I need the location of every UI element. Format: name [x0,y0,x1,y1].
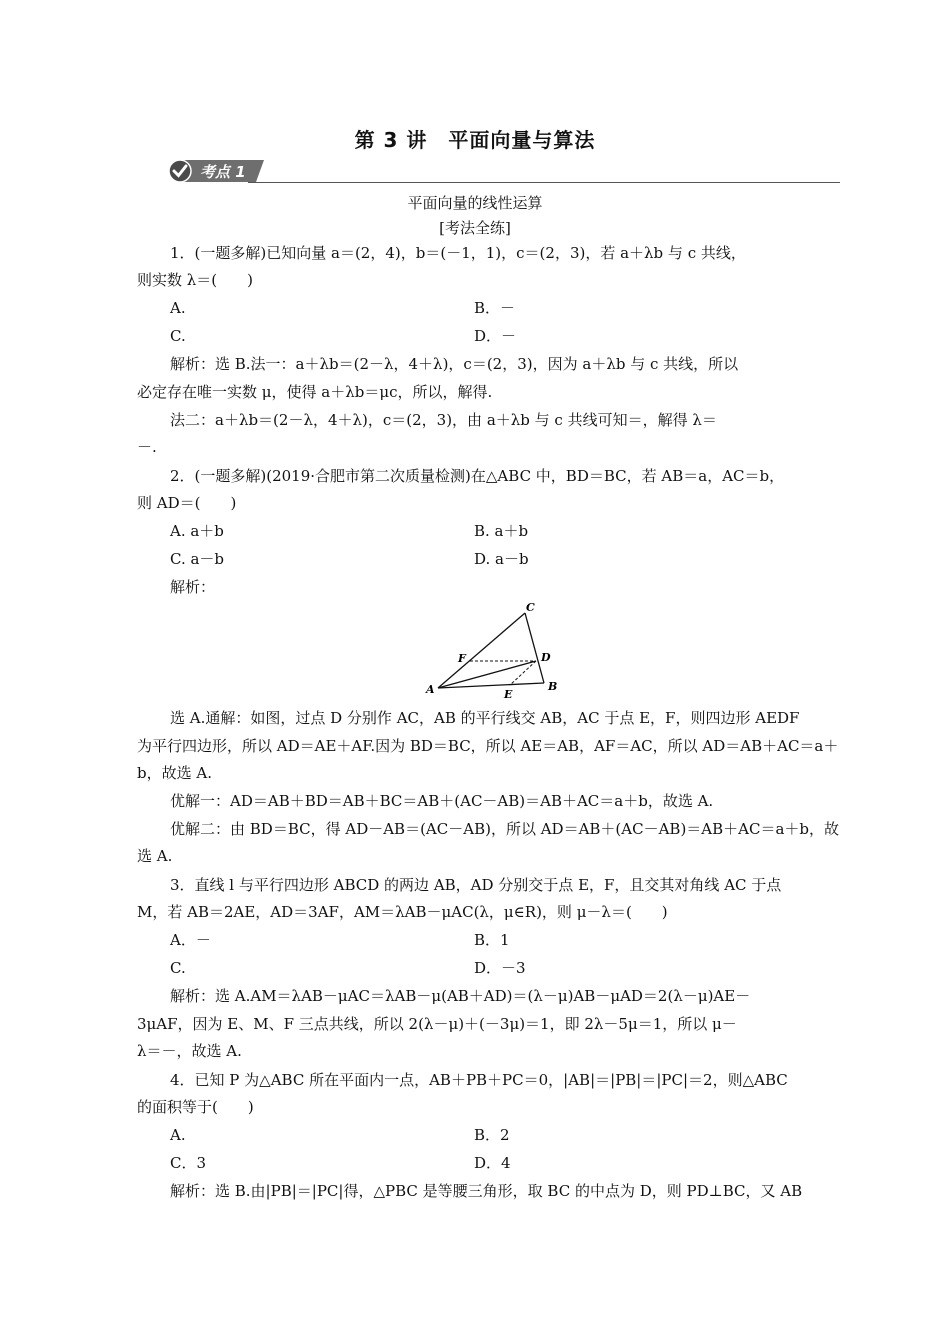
q2-solution-line2: 为平行四边形，所以 AD＝AE＋AF.因为 BD＝BC，所以 AE＝AB，AF＝AC，所以 AD＝AB＋AC＝a＋ [137,737,839,755]
q3-option-c: C. [170,959,186,977]
q4-stem-line2: 的面积等于( ) [137,1098,254,1116]
q2-stem-line1: 2．(一题多解)(2019·合肥市第二次质量检测)在△ABC 中，BD＝BC，若 AB＝a，AC＝b， [170,467,785,485]
q1-stem-line1: 1．(一题多解)已知向量 a＝(2，4)，b＝(－1，1)，c＝(2，3)，若 a＋λb 与 c 共线， [170,244,746,262]
q1-solution-line3: 法二：a＋λb＝(2－λ，4＋λ)，c＝(2，3)，由 a＋λb 与 c 共线可知＝，解得 λ＝ [170,411,717,429]
label-D: D [541,651,551,664]
triangle-figure [420,598,570,703]
q1-stem-line2: 则实数 λ＝( ) [137,271,253,289]
page-title: 第 3 讲 平面向量与算法 [354,128,596,152]
q3-solution-line1: 解析：选 A.AM＝λAB－μAC＝λAB－μ(AB＋AD)＝(λ－μ)AB－μAD＝2(λ－μ)AE－ [170,987,751,1005]
q1-solution-line4: －. [137,438,157,456]
q3-stem-line2: M，若 AB＝2AE，AD＝3AF，AM＝λAB－μAC(λ，μ∈R)，则 μ－λ＝( ) [137,903,668,921]
q3-solution-line3: λ＝－，故选 A. [137,1042,242,1060]
q4-stem-line1: 4．已知 P 为△ABC 所在平面内一点，AB＋PB＋PC＝0，|AB|＝|PB|＝|PC|＝2，则△ABC [170,1071,788,1089]
q1-solution-line1: 解析：选 B.法一：a＋λb＝(2－λ，4＋λ)，c＝(2，3)，因为 a＋λb 与 c 共线，所以 [170,355,739,373]
q3-option-d: D．－3 [474,959,526,977]
q2-option-d: D. a－b [474,550,529,568]
section-title: 平面向量的线性运算 [407,194,543,212]
q2-option-b: B. a＋b [474,522,529,540]
q1-option-a: A. [170,299,186,317]
label-F: F [458,652,466,665]
label-A: A [426,683,435,696]
q1-solution-line2: 必定存在唯一实数 μ，使得 a＋λb＝μc，所以，解得. [137,383,493,401]
section-header [168,159,840,185]
q2-option-a: A. a＋b [170,522,224,540]
q2-solution-line3: b，故选 A. [137,764,212,782]
label-B: B [548,680,558,693]
q2-solution-line5: 优解二：由 BD＝BC，得 AD－AB＝(AC－AB)，所以 AD＝AB＋(AC－AB)＝AB＋AC＝a＋b，故 [170,820,840,838]
section-rule [248,182,840,183]
label-E: E [504,688,513,701]
q4-option-b: B．2 [474,1126,510,1144]
q2-solution-line6: 选 A. [137,847,173,865]
q3-stem-line1: 3．直线 l 与平行四边形 ABCD 的两边 AB，AD 分别交于点 E，F，且交其对角线 AC 于点 [170,876,782,894]
q1-option-c: C. [170,327,186,345]
q2-solution-line1: 选 A.通解：如图，过点 D 分别作 AC，AB 的平行线交 AB，AC 于点 E，F，则四边形 AEDF [170,709,800,727]
section-subtitle: [考法全练] [439,219,511,237]
kaodian-label: 考点 1 [200,163,246,181]
q2-option-c: C. a－b [170,550,225,568]
q2-solution-line4: 优解一：AD＝AB＋BD＝AB＋BC＝AB＋(AC－AB)＝AB＋AC＝a＋b，故选 A. [170,792,714,810]
q1-option-b: B．－ [474,299,516,317]
label-C: C [526,601,535,614]
q4-option-d: D．4 [474,1154,511,1172]
q4-solution-line1: 解析：选 B.由|PB|＝|PC|得，△PBC 是等腰三角形，取 BC 的中点为 D，则 PD⊥BC，又 AB [170,1182,803,1200]
q2-stem-line2: 则 AD＝( ) [137,494,237,512]
q4-option-a: A. [170,1126,186,1144]
q3-option-a: A．－ [170,931,211,949]
q2-solution-label: 解析： [170,578,216,596]
q1-option-d: D．－ [474,327,517,345]
q3-solution-line2: 3μAF，因为 E、M、F 三点共线，所以 2(λ－μ)＋(－3μ)＝1，即 2λ－5μ＝1，所以 μ－ [137,1015,737,1033]
q3-option-b: B．1 [474,931,510,949]
q4-option-c: C．3 [170,1154,207,1172]
